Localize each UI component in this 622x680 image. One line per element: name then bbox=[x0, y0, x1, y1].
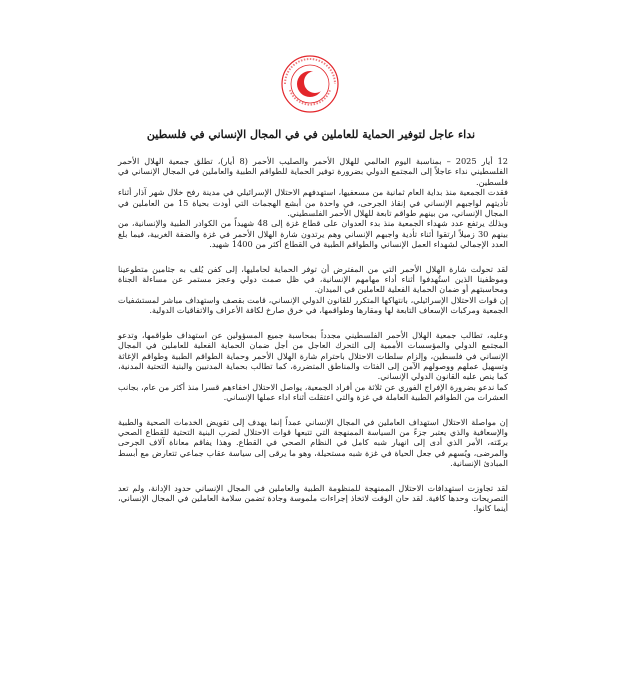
document-title: نداء عاجل لتوفير الحماية للعاملين في في المجال الإنساني في فلسطين bbox=[146, 128, 476, 141]
paragraph: وعليه، تطالب جمعية الهلال الأحمر الفلسطيني مجدداً بمحاسبة جميع المسؤولين عن استهداف طواقمها، وتدعو المجتمع الدولي والمؤسسات الأممية إلى التحرك العاجل من أجل ضمان الحماية الفعلية للعاملين في المجال الإنساني في فلسطين، وإلزام سلطات الاحتلال باحترام شارة الهلال الأحمر وحماية الطواقم الطبية وطواقم الإغاثة وتسهيل عملهم ووصولهم الآمن إلى الفئات والمناطق المتضررة، كما تطالب بحماية المدنيين والبنية التحتية المدنية، كما ينص عليه القانون الدولي الإنساني. bbox=[118, 329, 508, 382]
document-body bbox=[118, 156, 508, 528]
paragraph: وبذلك يرتفع عدد شهداء الجمعية منذ بدء العدوان على قطاع غزة إلى 48 شهيداً من الكوادر الطبية والإنسانية، من بينهم 30 زميلاً ارتقوا أثناء تأدية واجبهم الإنساني وهم يرتدون شارة الهلال الأحمر في غزة والضفة الغربية، فيما بلغ العدد الإجمالي لشهداء العمل الإنساني والطواقم الطبية في القطاع أكثر من 1400 شهيد. bbox=[118, 218, 508, 250]
paragraph: لقد تحولت شارة الهلال الأحمر التي من المفترض أن توفر الحماية لحامليها، إلى كفن يُلف به جثامين متطوعينا وموظفينا الذين استُهدفوا أثناء أداء مهامهم الإنسانية، في ظل صمت دولي وعجز مستمر عن مساءلة الجناة ومحاسبتهم أو ضمان الحماية الفعلية للعاملين في الميدان. bbox=[118, 263, 508, 295]
paragraph: 12 أيار 2025 – بمناسبة اليوم العالمي للهلال الأحمر والصليب الأحمر (8 أيار)، تطلق جمعية الهلال الأحمر الفلسطيني نداء عاجلاً إلى المجتمع الدولي بضرورة توفير الحماية للطواقم الطبية والعاملين في المجال الإنساني في فلسطين. bbox=[118, 156, 508, 187]
paragraph: كما ندعو بضرورة الإفراج الفوري عن ثلاثة من أفراد الجمعية، يواصل الاحتلال اخفاءهم قسرا منذ أكثر من عام، بجانب العشرات من الطواقم الطبية العاملة في غزة والتي اعتقلت أثناء اداء عملها الإنساني. bbox=[118, 381, 508, 403]
paragraph: إن مواصلة الاحتلال استهداف العاملين في المجال الإنساني عمداً إنما يهدف إلى تقويض الخدمات الصحية والطبية والإسعافية والذي يعتبر جزءً من السياسة الممنهجة التي تتبعها قوات الاحتلال لضرب البنية التحتية للقطاع الصحي برمّته، الأمر الذي أدى إلى انهيار شبه كامل في النظام الصحي في القطاع. وهذا يفاقم معاناة آلاف الجرحى والمرضى، ويُسهم في جعل الحياة في غزة شبه مستحيلة، وهو ما يرقى إلى سياسة عقاب جماعي تتعارض مع أبسط المبادئ الإنسانية. bbox=[118, 416, 508, 469]
paragraph: فقدت الجمعية منذ بداية العام ثمانية من مسعفيها، استهدفهم الاحتلال الإسرائيلي في مدينة رفح خلال شهر آذار أثناء تأديتهم لواجبهم الإنساني في إنقاذ الجرحى، في واحدة من أبشع الهجمات التي أودت بحياة 15 من العاملين في المجال الإنساني، من بينهم طواقم تابعة للهلال الأحمر الفلسطيني. bbox=[118, 187, 508, 219]
red-crescent-logo bbox=[280, 54, 340, 114]
paragraph: إن قوات الاحتلال الإسرائيلي، بانتهاكها المتكرر للقانون الدولي الإنساني، قامت بقصف واستهداف مباشر لمستشفيات الجمعية ومركبات الإسعاف التابعة لها ومقارها وطواقمها، في خرق صارخ لكافة الأعراف والاتفاقيات الدولية. bbox=[118, 294, 508, 316]
paragraph: لقد تجاوزت استهدافات الاحتلال الممنهجة للمنظومة الطبية والعاملين في المجال الإنساني حدود الإدانة، ولم تعد التصريحات وحدها كافية. لقد حان الوقت لاتخاذ إجراءات ملموسة وجادة تضمن سلامة العاملين في المجال الإنساني، أينما كانوا. bbox=[118, 482, 508, 514]
